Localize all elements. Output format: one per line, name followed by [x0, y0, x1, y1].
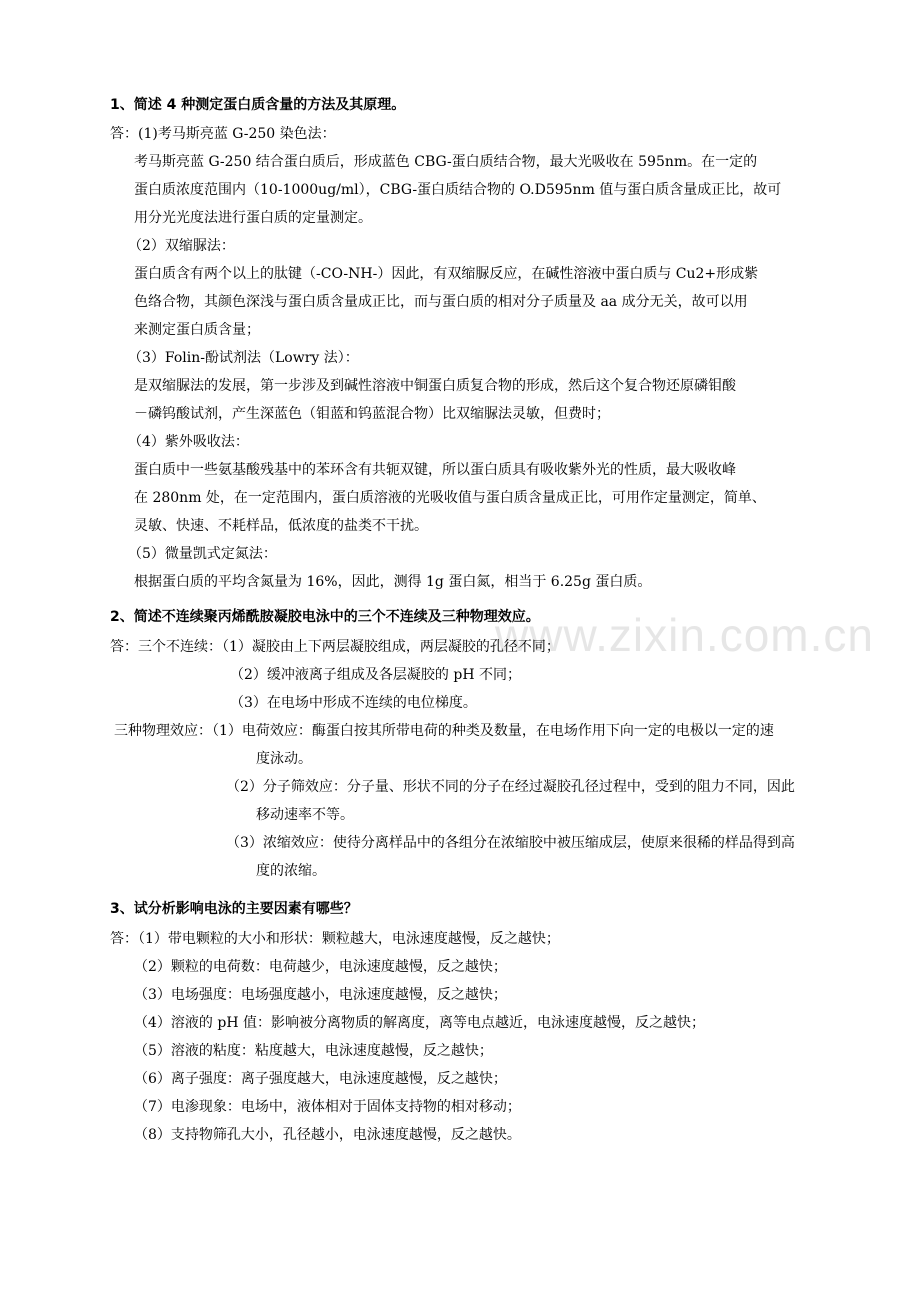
q1-method2-line: 蛋白质含有两个以上的肽键（-CO-NH-）因此，有双缩脲反应，在碱性溶液中蛋白质与 Cu2+形成紫 — [134, 266, 759, 282]
q2-effect-2-line: 移动速率不等。 — [256, 807, 354, 823]
q1-method2-line: 来测定蛋白质含量； — [134, 322, 260, 338]
q3-factor: （6）离子强度：离子强度越大，电泳速度越慢，反之越快； — [134, 1071, 507, 1087]
q2-title: 2、简述不连续聚丙烯酰胺凝胶电泳中的三个不连续及三种物理效应。 — [110, 609, 540, 625]
q1-method3-heading: （3）Folin-酚试剂法（Lowry 法）： — [128, 350, 359, 366]
q2-discontinuity-1: 答：三个不连续：（1）凝胶由上下两层凝胶组成，两层凝胶的孔径不同； — [110, 639, 560, 655]
q1-method2-heading: （2）双缩脲法： — [128, 238, 235, 254]
q2-discontinuity-2: （2）缓冲液离子组成及各层凝胶的 pH 不同； — [230, 667, 521, 683]
q1-method5-heading: （5）微量凯式定氮法： — [128, 546, 277, 562]
q2-effect-1-line: 三种物理效应：（1）电荷效应：酶蛋白按其所带电荷的种类及数量，在电场作用下向一定的电极以一定的速 — [114, 723, 774, 739]
q1-method1-heading: 答：(1)考马斯亮蓝 G-250 染色法： — [110, 126, 336, 142]
q1-method3-line: －磷钨酸试剂，产生深蓝色（钼蓝和钨蓝混合物）比双缩脲法灵敏，但费时； — [134, 406, 610, 422]
q2-effect-1-line: 度泳动。 — [256, 751, 312, 767]
q1-method4-line: 灵敏、快速、不耗样品，低浓度的盐类不干扰。 — [134, 518, 428, 534]
q1-method1-line: 考马斯亮蓝 G-250 结合蛋白质后，形成蓝色 CBG-蛋白质结合物，最大光吸收在 595nm。在一定的 — [134, 154, 758, 170]
q1-title: 1、简述 4 种测定蛋白质含量的方法及其原理。 — [110, 97, 406, 113]
q3-factor: 答：（1）带电颗粒的大小和形状：颗粒越大，电泳速度越慢，反之越快； — [110, 931, 560, 947]
q2-discontinuity-3: （3）在电场中形成不连续的电位梯度。 — [230, 695, 477, 711]
q1-method2-line: 色络合物，其颜色深浅与蛋白质含量成正比，而与蛋白质的相对分子质量及 aa 成分无关，故可以用 — [134, 294, 748, 310]
q1-method5-line: 根据蛋白质的平均含氮量为 16%，因此，测得 1g 蛋白氮，相当于 6.25g 蛋白质。 — [134, 574, 652, 590]
q3-factor: （4）溶液的 pH 值：影响被分离物质的解离度，离等电点越近，电泳速度越慢，反之越快； — [134, 1015, 705, 1031]
q3-title: 3、试分析影响电泳的主要因素有哪些？ — [110, 901, 358, 917]
q1-method4-heading: （4）紫外吸收法： — [128, 434, 249, 450]
q1-method3-line: 是双缩脲法的发展，第一步涉及到碱性溶液中铜蛋白质复合物的形成，然后这个复合物还原磷钼酸 — [134, 378, 736, 394]
q1-method4-line: 蛋白质中一些氨基酸残基中的苯环含有共轭双键，所以蛋白质具有吸收紫外光的性质，最大吸收峰 — [134, 462, 736, 478]
q3-factor: （2）颗粒的电荷数：电荷越少，电泳速度越慢，反之越快； — [134, 959, 507, 975]
q2-effect-2-line: （2）分子筛效应：分子量、形状不同的分子在经过凝胶孔径过程中，受到的阻力不同，因此 — [226, 779, 795, 795]
q1-method4-line: 在 280nm 处，在一定范围内，蛋白质溶液的光吸收值与蛋白质含量成正比，可用作定量测定，简单、 — [134, 490, 766, 506]
q3-factor: （7）电渗现象：电场中，液体相对于固体支持物的相对移动； — [134, 1099, 521, 1115]
q3-factor: （5）溶液的粘度：粘度越大，电泳速度越慢，反之越快； — [134, 1043, 493, 1059]
q2-effect-3-line: （3）浓缩效应：使待分离样品中的各组分在浓缩胶中被压缩成层，使原来很稀的样品得到高 — [226, 835, 795, 851]
q3-factor: （3）电场强度：电场强度越小，电泳速度越慢，反之越快； — [134, 987, 507, 1003]
q3-factor: （8）支持物筛孔大小，孔径越小，电泳速度越慢，反之越快。 — [134, 1127, 521, 1143]
q1-method1-line: 用分光光度法进行蛋白质的定量测定。 — [134, 210, 372, 226]
q1-method1-line: 蛋白质浓度范围内（10-1000ug/ml），CBG-蛋白质结合物的 O.D595nm 值与蛋白质含量成正比，故可 — [134, 182, 782, 198]
watermark: www.zixin.com.cn — [495, 609, 874, 661]
q2-effect-3-line: 度的浓缩。 — [256, 863, 326, 879]
